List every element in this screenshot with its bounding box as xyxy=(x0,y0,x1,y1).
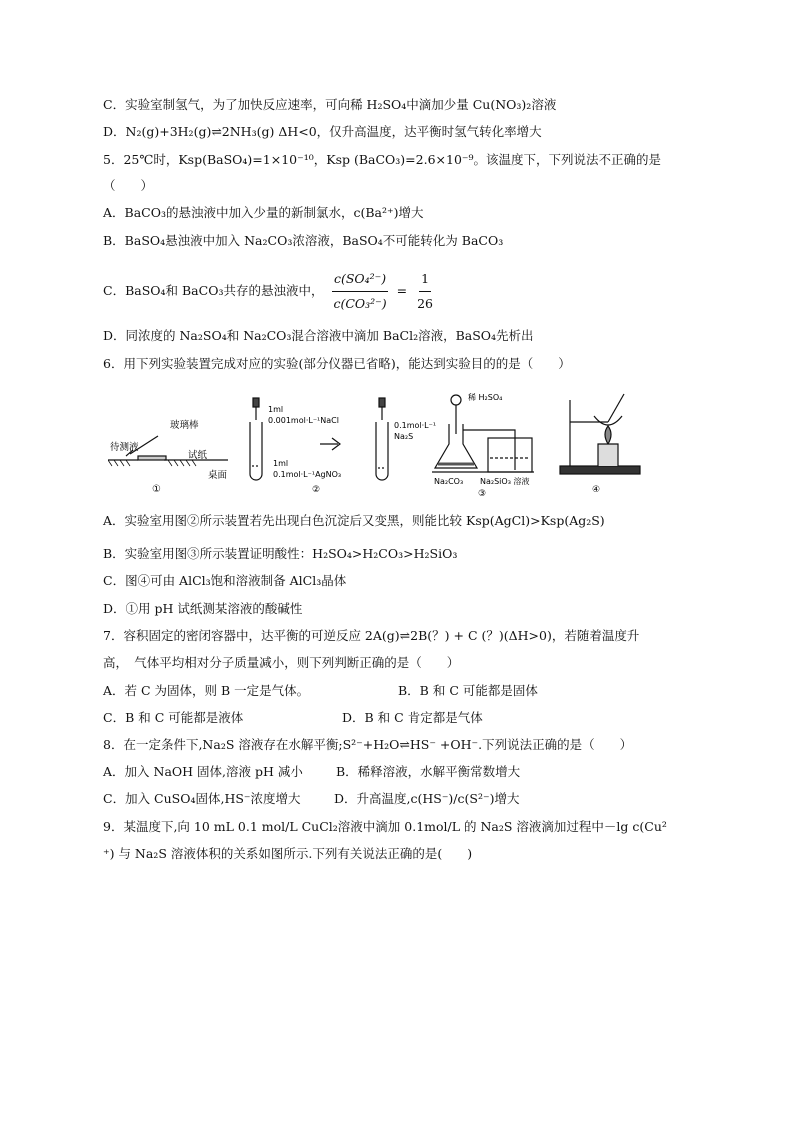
ratio-fraction xyxy=(415,268,435,315)
question-5-stem: 5．25℃时，Ksp(BaSO₄)=1×10⁻¹⁰，Ksp (BaCO₃)=2.6×10⁻⁹。该温度下，下列说法不正确的是 xyxy=(103,152,662,167)
label-glass-rod: 玻璃棒 xyxy=(170,420,199,431)
label-na2co3: Na₂CO₃ xyxy=(434,477,464,486)
dropper-bulb-left xyxy=(253,398,259,407)
question-9-stem: 9．某温度下,向 10 mL 0.1 mol/L CuCl₂溶液中滴加 0.1mol/L 的 Na₂S 溶液滴加过程中－lg c(Cu² xyxy=(103,819,667,834)
fraction-numerator: c(SO₄²⁻) xyxy=(332,268,388,292)
process-arrow xyxy=(320,438,340,450)
label-na2s: Na₂S xyxy=(394,432,414,441)
ratio-numerator: 1 xyxy=(419,268,431,292)
question-8-stem: 8．在一定条件下,Na₂S 溶液存在水解平衡;S²⁻+H₂O⇌HS⁻ +OH⁻.下列说法正确的是（ ） xyxy=(103,737,633,752)
option-a-q8: A．加入 NaOH 固体,溶液 pH 减小 xyxy=(103,764,303,779)
label-nacl-volume: 1ml xyxy=(268,405,284,414)
beaker xyxy=(488,438,532,472)
apparatus-svg xyxy=(108,386,668,498)
question-9-stem-cont: ⁺) 与 Na₂S 溶液体积的关系如图所示.下列有关说法正确的是( ) xyxy=(103,846,473,861)
option-d-q7: D．B 和 C 肯定都是气体 xyxy=(342,710,483,725)
iron-stand-base xyxy=(560,466,640,474)
apparatus-figures xyxy=(108,386,668,498)
option-c-q6: C．图④可由 AlCl₃饱和溶液制备 AlCl₃晶体 xyxy=(103,573,347,588)
label-table: 桌面 xyxy=(208,470,228,481)
label-test-solution: 待测液 xyxy=(110,442,139,453)
figure-2-number: ② xyxy=(312,485,321,495)
equals-sign: = xyxy=(396,283,408,298)
option-d-q8: D．升高温度,c(HS⁻)/c(S²⁻)增大 xyxy=(334,791,520,806)
test-tube-left xyxy=(250,422,262,480)
option-a-q5: A．BaCO₃的悬浊液中加入少量的新制氯水，c(Ba²⁺)增大 xyxy=(103,205,424,220)
option-c-q5 xyxy=(103,268,439,315)
question-5-bracket: （ ） xyxy=(103,178,154,193)
option-d-q4: D．N₂(g)+3H₂(g)⇌2NH₃(g) ΔH<0，仅升高温度，达平衡时氢气转化率增大 xyxy=(103,124,542,139)
label-na2s-conc: 0.1mol·L⁻¹ xyxy=(394,421,437,430)
label-na2sio3: Na₂SiO₃ 溶液 xyxy=(480,477,530,486)
option-c-q4: C．实验室制氢气，为了加快反应速率，可向稀 H₂SO₄中滴加少量 Cu(NO₃)₂溶液 xyxy=(103,97,557,112)
funnel-bulb xyxy=(451,395,461,405)
label-agno3-volume: 1ml xyxy=(273,459,289,468)
question-7-stem: 7．容积固定的密闭容器中，达平衡的可逆反应 2A(g)⇌2B(？) + C (？)(ΔH>0)，若随着温度升 xyxy=(103,628,640,643)
test-tube-right xyxy=(376,422,388,480)
option-b-q5: B．BaSO₄悬浊液中加入 Na₂CO₃浓溶液，BaSO₄不可能转化为 BaCO₃ xyxy=(103,233,504,248)
dropper-bulb-right xyxy=(379,398,385,407)
stirring-rod xyxy=(608,394,624,422)
label-dilute-h2so4: 稀 H₂SO₄ xyxy=(468,393,503,402)
ratio-denominator: 26 xyxy=(417,296,433,311)
option-a-q7: A．若 C 为固体，则 B 一定是气体。 xyxy=(103,683,310,698)
evaporating-dish xyxy=(594,416,622,425)
label-nacl: 0.001mol·L⁻¹NaCl xyxy=(268,416,339,425)
option-b-q6: B．实验室用图③所示装置证明酸性：H₂SO₄>H₂CO₃>H₂SiO₃ xyxy=(103,546,458,561)
figure-4-evaporation xyxy=(560,394,640,474)
figure-3-number: ③ xyxy=(478,489,487,498)
figure-4-number: ④ xyxy=(592,485,601,495)
figure-1-number: ① xyxy=(152,484,161,495)
concentration-fraction xyxy=(331,268,388,315)
figure-3-acid-strength xyxy=(432,395,534,472)
option-a-q6: A．实验室用图②所示装置若先出现白色沉淀后又变黑，则能比较 Ksp(AgCl)>Ksp(Ag₂S) xyxy=(103,513,605,528)
question-6-stem: 6．用下列实验装置完成对应的实验(部分仪器已省略)，能达到实验目的的是（ ） xyxy=(103,356,571,371)
option-c-q5-text: C．BaSO₄和 BaCO₃共存的悬浊液中， xyxy=(103,283,324,298)
hatch-marks xyxy=(108,460,130,466)
question-7-stem-cont: 高， 气体平均相对分子质量减小，则下列判断正确的是（ ） xyxy=(103,655,460,670)
test-paper xyxy=(138,456,166,460)
fraction-denominator: c(CO₃²⁻) xyxy=(333,296,387,311)
option-c-q8: C．加入 CuSO₄固体,HS⁻浓度增大 xyxy=(103,791,301,806)
option-d-q5: D．同浓度的 Na₂SO₄和 Na₂CO₃混合溶液中滴加 BaCl₂溶液，BaSO₄先析出 xyxy=(103,328,534,343)
option-b-q7: B．B 和 C 可能都是固体 xyxy=(398,683,538,698)
alcohol-lamp xyxy=(598,444,618,466)
option-d-q6: D．①用 pH 试纸测某溶液的酸碱性 xyxy=(103,601,303,616)
label-agno3: 0.1mol·L⁻¹AgNO₃ xyxy=(273,470,342,479)
flame xyxy=(605,426,611,444)
option-b-q8: B．稀释溶液，水解平衡常数增大 xyxy=(336,764,521,779)
label-test-paper: 试纸 xyxy=(188,450,208,461)
option-c-q7: C．B 和 C 可能都是液体 xyxy=(103,710,244,725)
